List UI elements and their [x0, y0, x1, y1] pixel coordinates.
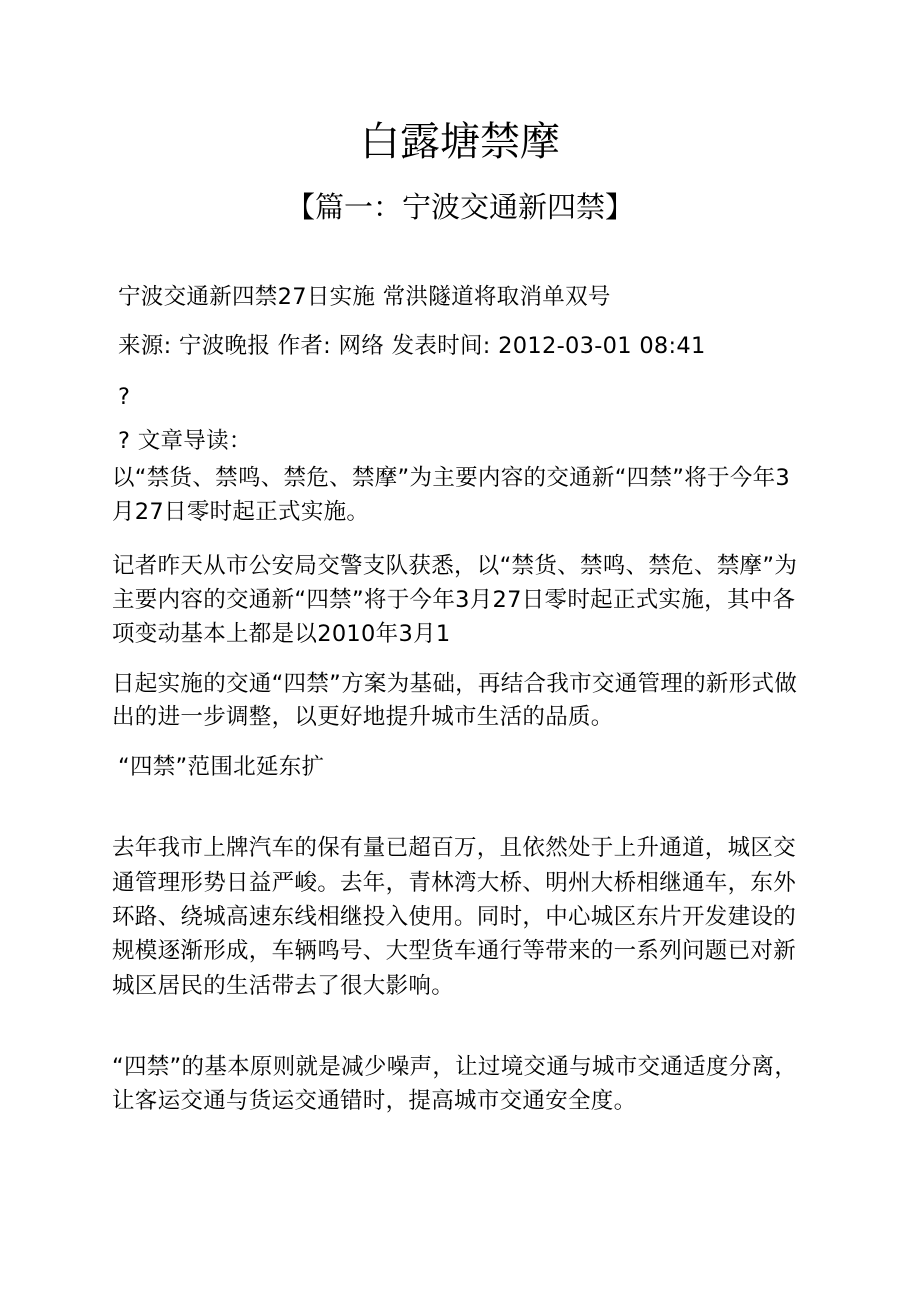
paragraph-line: 城区居民的生活带去了很大影响。: [112, 973, 455, 999]
paragraph-line: 月27日零时起正式实施。: [112, 499, 370, 525]
article-headline: 宁波交通新四禁27日实施 常洪隧道将取消单双号: [118, 284, 611, 310]
paragraph-line: 去年我市上牌汽车的保有量已超百万，且依然处于上升通道，城区交: [112, 835, 797, 861]
paragraph-line: 规模逐渐形成，车辆鸣号、大型货车通行等带来的一系列问题已对新: [112, 938, 797, 964]
paragraph-line: 记者昨天从市公安局交警支队获悉，以“禁货、禁鸣、禁危、禁摩”为: [112, 553, 798, 579]
paragraph-line: 让客运交通与货运交通错时，提高城市交通安全度。: [112, 1088, 637, 1114]
document-title: 白露塘禁摩: [360, 119, 560, 165]
lead-label: ? 文章导读：: [118, 428, 252, 454]
paragraph-line: 项变动基本上都是以2010年3月1: [112, 621, 451, 647]
paragraph-line: “四禁”的基本原则就是减少噪声，让过境交通与城市交通适度分离，: [112, 1054, 798, 1080]
paragraph-line: 出的进一步调整，以更好地提升城市生活的品质。: [112, 704, 614, 730]
paragraph-line: 环路、绕城高速东线相继投入使用。同时，中心城区东片开发建设的: [112, 904, 797, 930]
document-subtitle: 【篇一：宁波交通新四禁】: [285, 190, 634, 224]
section-heading: “四禁”范围北延东扩: [118, 754, 325, 780]
paragraph-line: 日起实施的交通“四禁”方案为基础，再结合我市交通管理的新形式做: [112, 671, 798, 697]
paragraph-line: 主要内容的交通新“四禁”将于今年3月27日零时起正式实施，其中各: [112, 587, 796, 613]
question-mark-line: ?: [118, 384, 131, 410]
paragraph-line: 通管理形势日益严峻。去年，青林湾大桥、明州大桥相继通车，东外: [112, 870, 797, 896]
article-meta: 来源: 宁波晚报 作者: 网络 发表时间: 2012-03-01 08:41: [118, 333, 706, 359]
paragraph-line: 以“禁货、禁鸣、禁危、禁摩”为主要内容的交通新“四禁”将于今年3: [112, 465, 791, 491]
